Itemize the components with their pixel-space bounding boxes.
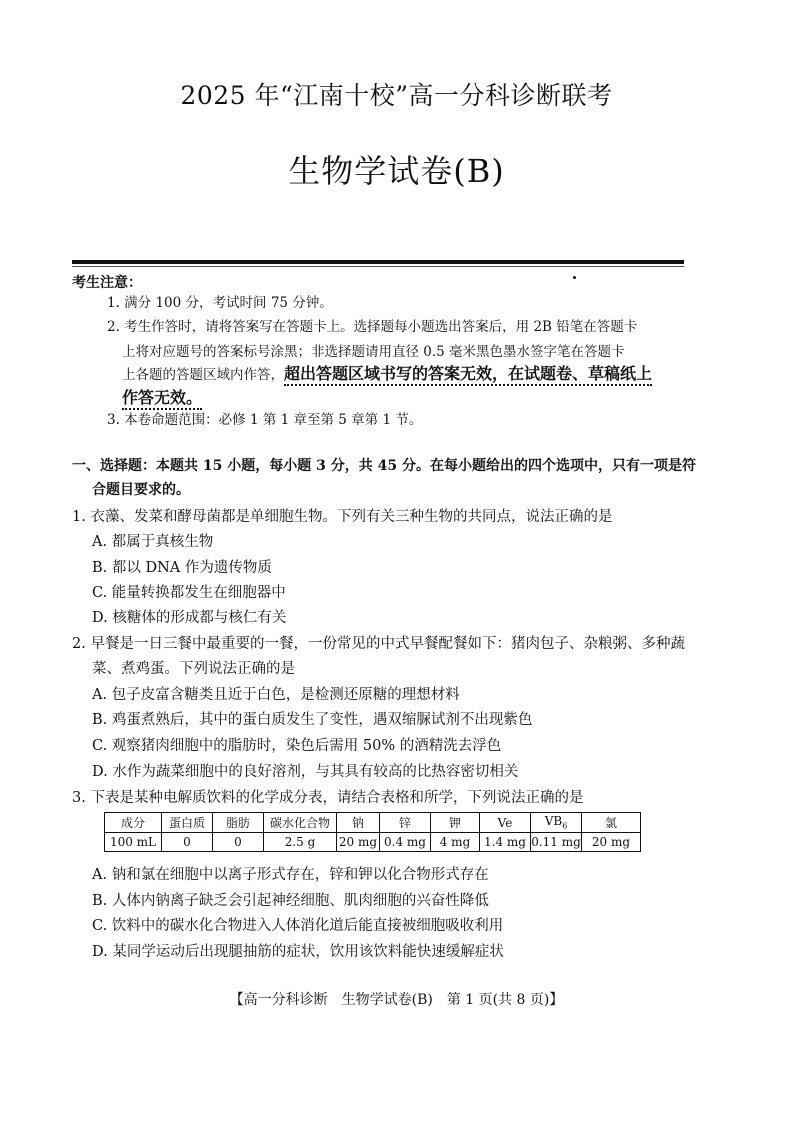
table-cell: 20 mg [337, 833, 380, 852]
table-row [105, 833, 641, 852]
table-cell: 0 [213, 833, 264, 852]
question-3-stem: 3. 下表是某种电解质饮料的化学成分表，请结合表格和所学，下列说法正确的是 [72, 790, 584, 806]
table-header-row [105, 813, 641, 833]
notice-normal-text: 上各题的答题区域内作答， [122, 367, 284, 383]
question-3-option-b: B. 人体内钠离子缺乏会引起神经细胞、肌肉细胞的兴奋性降低 [92, 893, 489, 909]
question-2-option-c: C. 观察猪肉细胞中的脂肪时，染色后需用 50% 的酒精洗去浮色 [92, 738, 502, 754]
table-header-cell: 成分 [105, 813, 162, 833]
question-1-option-a: A. 都属于真核生物 [92, 534, 214, 550]
notice-item-2-line-2: 上将对应题号的答案标号涂黑；非选择题请用直径 0.5 毫米黑色墨水签字笔在答题卡 [122, 344, 625, 360]
table-cell: 100 mL [105, 833, 162, 852]
table-cell: 1.4 mg [480, 833, 531, 852]
table-cell: 20 mg [582, 833, 641, 852]
table-header-cell: 氯 [582, 813, 641, 833]
table-cell: 0.4 mg [380, 833, 431, 852]
table-header-cell: 蛋白质 [162, 813, 213, 833]
header-rule [72, 260, 684, 264]
question-1-option-b: B. 都以 DNA 作为遗传物质 [92, 560, 272, 576]
section-heading: 一、选择题：本题共 15 小题，每小题 3 分，共 45 分。在每小题给出的四个选项中，只有一项是符 [72, 458, 696, 474]
notice-item-2-line-4 [122, 385, 692, 408]
vb-label: VB [544, 814, 563, 829]
question-1-stem: 1. 衣藻、发菜和酵母菌都是单细胞生物。下列有关三种生物的共同点，说法正确的是 [72, 509, 613, 525]
vb-subscript: 6 [562, 821, 568, 831]
table-cell: 0.11 mg [531, 833, 582, 852]
question-2-stem-cont: 菜、煮鸡蛋。下列说法正确的是 [92, 661, 295, 677]
question-2-option-a: A. 包子皮富含糖类且近于白色，是检测还原糖的理想材料 [92, 687, 460, 703]
notice-heading: 考生注意： [72, 275, 142, 291]
table-header-cell: 钠 [337, 813, 380, 833]
question-3-option-a: A. 钠和氯在细胞中以离子形式存在，锌和钾以化合物形式存在 [92, 867, 489, 883]
notice-item-2-line-1: 2. 考生作答时，请将答案写在答题卡上。选择题每小题选出答案后，用 2B 铅笔在答题卡 [107, 319, 638, 335]
question-1-option-c: C. 能量转换都发生在细胞器中 [92, 585, 286, 601]
table-header-cell: 锌 [380, 813, 431, 833]
header-rule-thin [72, 266, 684, 267]
table-header-cell: 钾 [431, 813, 480, 833]
paper-title: 生物学试卷(B) [288, 152, 505, 190]
composition-table [104, 812, 641, 852]
section-heading-cont: 合题目要求的。 [92, 482, 190, 498]
question-2-option-b: B. 鸡蛋煮熟后，其中的蛋白质发生了变性，遇双缩脲试剂不出现紫色 [92, 712, 533, 728]
notice-item-1: 1. 满分 100 分，考试时间 75 分钟。 [107, 295, 333, 311]
notice-bold-warning-2: 作答无效。 [122, 388, 202, 410]
table-header-cell: Ve [480, 813, 531, 833]
question-3-option-d: D. 某同学运动后出现腿抽筋的症状，饮用该饮料能快速缓解症状 [92, 944, 504, 960]
table-header-cell [531, 813, 582, 833]
dot-mark [573, 276, 576, 279]
notice-item-2-line-3 [122, 361, 692, 384]
notice-item-3: 3. 本卷命题范围：必修 1 第 1 章至第 5 章第 1 节。 [107, 412, 423, 428]
page-footer: 【高一分科诊断 生物学试卷(B) 第 1 页(共 8 页)】 [229, 992, 564, 1008]
question-3-option-c: C. 饮料中的碳水化合物进入人体消化道后能直接被细胞吸收利用 [92, 918, 504, 934]
table-cell: 2.5 g [264, 833, 337, 852]
question-2-stem: 2. 早餐是一日三餐中最重要的一餐，一份常见的中式早餐配餐如下：猪肉包子、杂粮粥、多种蔬 [72, 636, 685, 652]
notice-bold-warning: 超出答题区域书写的答案无效，在试题卷、草稿纸上 [284, 364, 652, 386]
table-header-cell: 碳水化合物 [264, 813, 337, 833]
table-cell: 0 [162, 833, 213, 852]
table-header-cell: 脂肪 [213, 813, 264, 833]
question-1-option-d: D. 核糖体的形成都与核仁有关 [92, 610, 287, 626]
table-cell: 4 mg [431, 833, 480, 852]
exam-title: 2025 年“江南十校”高一分科诊断联考 [180, 81, 613, 110]
question-2-option-d: D. 水作为蔬菜细胞中的良好溶剂，与其具有较高的比热容密切相关 [92, 764, 519, 780]
